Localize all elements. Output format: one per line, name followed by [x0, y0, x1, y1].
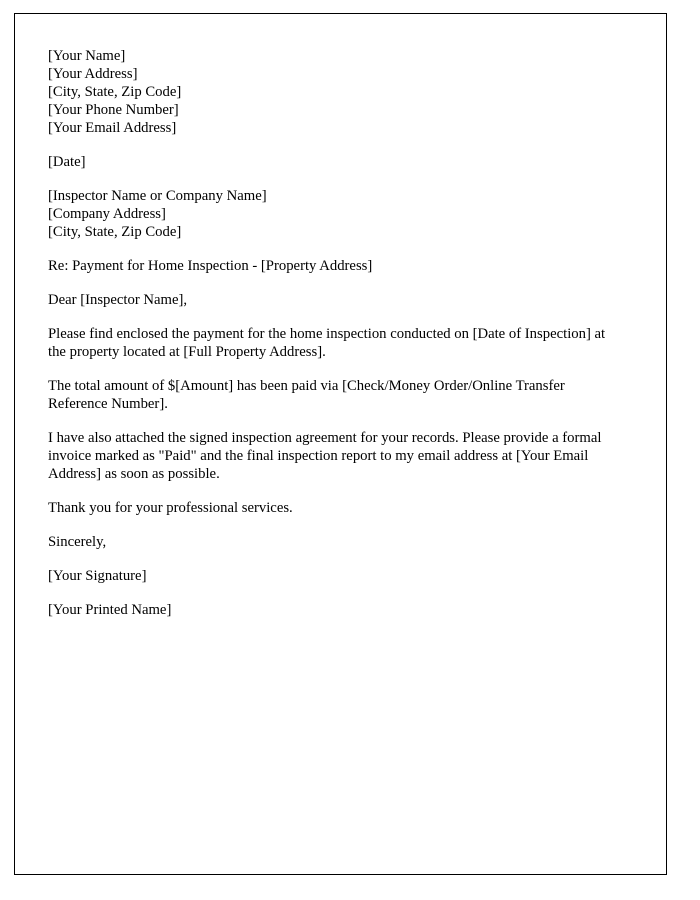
subject-line: Re: Payment for Home Inspection - [Property Address]	[48, 258, 373, 274]
body-paragraph-enclosed-payment: Please find enclosed the payment for the home inspection conducted on [Date of Inspection] at the property located at [Full Property Address].	[48, 326, 606, 360]
closing-line: Sincerely,	[48, 534, 107, 550]
sender-name-line: [Your Name]	[48, 48, 126, 64]
sender-address-line: [Your Address]	[48, 66, 138, 82]
recipient-city-line: [City, State, Zip Code]	[48, 224, 182, 240]
body-paragraph-amount-paid: The total amount of $[Amount] has been paid via [Check/Money Order/Online Transfer Reference Number].	[48, 378, 565, 412]
sender-city-line: [City, State, Zip Code]	[48, 84, 182, 100]
printed-name-line: [Your Printed Name]	[48, 602, 172, 618]
salutation-line: Dear [Inspector Name],	[48, 292, 188, 308]
body-paragraph-thank-you: Thank you for your professional services.	[48, 500, 293, 516]
recipient-address-block	[48, 187, 626, 241]
date-line: [Date]	[48, 154, 86, 170]
sender-phone-line: [Your Phone Number]	[48, 102, 179, 118]
sender-address-block	[48, 47, 626, 137]
signature-line: [Your Signature]	[48, 568, 147, 584]
recipient-address-line: [Company Address]	[48, 206, 166, 222]
letter-page-border	[14, 13, 667, 875]
body-paragraph-agreement-invoice: I have also attached the signed inspection agreement for your records. Please provide a formal invoice marked as "Paid" and the final inspection report to my email address at [Your Email Address] as soon as possible.	[48, 430, 602, 482]
recipient-name-line: [Inspector Name or Company Name]	[48, 188, 267, 204]
sender-email-line: [Your Email Address]	[48, 120, 177, 136]
letter-body	[48, 47, 626, 635]
